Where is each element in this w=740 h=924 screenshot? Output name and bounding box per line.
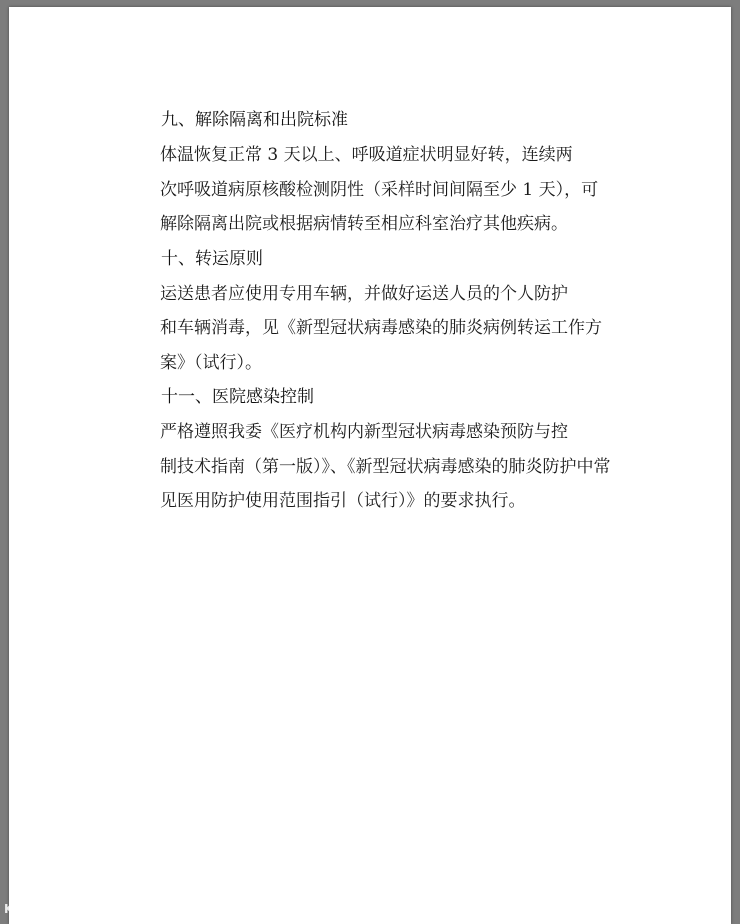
paragraph-line: 和车辆消毒，见《新型冠状病毒感染的肺炎病例转运工作方 (160, 318, 602, 338)
section-discharge-criteria (160, 103, 640, 242)
section-heading: 十、转运原则 (161, 248, 263, 269)
section-transfer-principles (160, 242, 640, 381)
section-heading: 九、解除隔离和出院标准 (161, 110, 348, 130)
paragraph-line: 解除隔离出院或根据病情转至相应科室治疗其他疾病。 (160, 214, 568, 234)
svg-text:K: K (4, 902, 14, 916)
section-heading: 十一、医院感染控制 (161, 387, 314, 407)
watermark (4, 898, 94, 920)
section-paragraph (160, 138, 640, 242)
watermark-text: 大数跨境 (38, 902, 94, 918)
section-paragraph (160, 415, 640, 519)
section-infection-control (160, 380, 640, 519)
page-content (160, 103, 640, 519)
paragraph-line: 制技术指南（第一版）》、《新型冠状病毒感染的肺炎防护中常 (160, 456, 611, 477)
document-page (9, 7, 731, 924)
paragraph-line: 体温恢复正常 3 天以上、呼吸道症状明显好转，连续两 (160, 145, 573, 165)
brand-logo-icon (4, 900, 34, 918)
paragraph-line: 运送患者应使用专用车辆，并做好运送人员的个人防护 (160, 283, 568, 304)
paragraph-line: 次呼吸道病原核酸检测阴性（采样时间间隔至少 1 天），可 (160, 179, 599, 200)
section-paragraph (160, 277, 640, 381)
paragraph-line: 案》（试行）。 (160, 352, 262, 373)
paragraph-line: 见医用防护使用范围指引（试行）》的要求执行。 (160, 491, 526, 511)
paragraph-line: 严格遵照我委《医疗机构内新型冠状病毒感染预防与控 (160, 422, 568, 442)
